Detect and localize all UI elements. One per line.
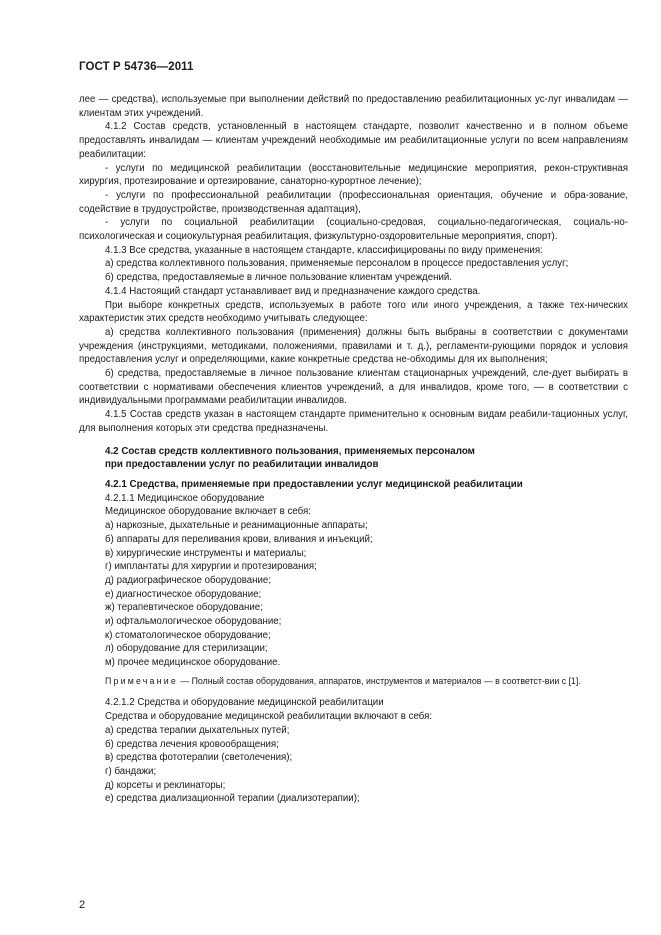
list-item: е) диагностическое оборудование; (105, 588, 262, 600)
heading-line: при предоставлении услуг по реабилитации инвалидов (105, 459, 379, 471)
subsection-heading-4-2-1-1: 4.2.1.1 Медицинское оборудование (105, 492, 265, 504)
paragraph: лее — средства), используемые при выполнении действий по предоставлению реабилитационных ус-луг инвалидам — клиентам этих учреждений. (79, 94, 628, 119)
rehab-means-list (79, 724, 628, 806)
paragraph: 4.1.5 Состав средств указан в настоящем стандарте применительно к основным видам реабили-тационных услуг, для выполнения которых эти средства предназначены. (79, 409, 628, 434)
list-item: г) бандажи; (105, 765, 157, 777)
section-heading-4-2-1: 4.2.1 Средства, применяемые при предоставлении услуг медицинской реабилитации (105, 478, 523, 490)
list-item: д) радиографическое оборудование; (105, 574, 272, 586)
paragraph: а) средства коллективного пользования (применения) должны быть выбраны в соответствии с документами учреждения (инструкциями, методиками, положениями, правилами и т. д.), регламенти-рующими порядок и условия предоставления услуг и определяющими, какие конкретные средства не-обходимы для их выполнения; (79, 326, 628, 366)
paragraph: При выборе конкретных средств, используемых в работе того или иного учреждения, а также тех-нических характеристик этих средств необходимо учитывать следующее: (79, 299, 628, 325)
list-item: б) аппараты для переливания крови, вливания и инъекций; (105, 533, 373, 545)
list-item: г) имплантаты для хирургии и протезирования; (105, 561, 317, 573)
list-item: в) хирургические инструменты и материалы; (105, 547, 307, 559)
list-item: б) средства лечения кровообращения; (105, 738, 279, 750)
list-item: м) прочее медицинское оборудование. (105, 657, 281, 669)
paragraph: 4.1.4 Настоящий стандарт устанавливает вид и предназначение каждого средства. (105, 285, 481, 297)
document-body (79, 93, 628, 806)
paragraph: б) средства, предоставляемые в личное пользование клиентам учреждений. (105, 272, 452, 284)
list-item: д) корсеты и реклинаторы; (105, 779, 226, 791)
paragraph: б) средства, предоставляемые в личное пользование клиентам стационарных учреждений, сле-дует выбирать в соответствии с нормативами обеспечения клиентов учреждений, а для инвалидов, кроме того, — в соответствии с индивидуальными программами реабилитации инвалидов. (79, 368, 628, 407)
list-item: е) средства диализационной терапии (диализотерапии); (105, 793, 360, 805)
note (79, 675, 628, 688)
section-heading-4-2 (105, 445, 628, 472)
list-item: к) стоматологическое оборудование; (105, 629, 271, 641)
document-header: ГОСТ Р 54736—2011 (79, 61, 194, 73)
paragraph: а) средства коллективного пользования, применяемые персоналом в процессе предоставления услуг; (105, 258, 569, 270)
list-item: а) наркозные, дыхательные и реанимационные аппараты; (105, 520, 368, 532)
subsection-heading-4-2-1-2: 4.2.1.2 Средства и оборудование медицинской реабилитации (105, 697, 384, 709)
equipment-list (79, 519, 628, 670)
paragraph: 4.1.2 Состав средств, установленный в настоящем стандарте, позволит качественно и в полном объеме предоставлять инвалидам — клиентам учреждений необходимые им реабилитационные услуги по всем направлениям реабилитации: (79, 121, 628, 160)
note-text: — Полный состав оборудования, аппаратов, инструментов и материалов — в соответст-вии с [1]. (177, 675, 581, 686)
list-intro: Медицинское оборудование включает в себя: (105, 506, 311, 518)
list-item: и) офтальмологическое оборудование; (105, 616, 282, 628)
page-number: 2 (79, 899, 86, 911)
heading-line: 4.2 Состав средств коллективного пользования, применяемых персоналом (105, 445, 475, 457)
paragraph: 4.1.3 Все средства, указанные в настоящем стандарте, классифицированы по виду применения: (105, 244, 543, 256)
paragraph: - услуги по профессиональной реабилитации (профессиональная ориентация, обучение и обра-зование, содействие в трудоустройстве, производственная адаптация), (79, 189, 628, 215)
paragraph: - услуги по социальной реабилитации (социально-средовая, социально-педагогическая, социаль-но-психологическая и социокультурная реабилитация, физкультурно-оздоровительные мероприятия, спорт). (79, 217, 628, 243)
list-item: л) оборудование для стерилизации; (105, 643, 268, 655)
list-item: ж) терапевтическое оборудование; (105, 602, 263, 614)
paragraph: - услуги по медицинской реабилитации (восстановительные медицинские мероприятия, рекон-структивная хирургия, протезирование и ортезирование, санаторно-курортное лечение); (79, 162, 628, 188)
list-intro: Средства и оборудование медицинской реабилитации включают в себя: (105, 711, 433, 723)
list-item: в) средства фототерапии (светолечения); (105, 752, 293, 764)
list-item: а) средства терапии дыхательных путей; (105, 724, 290, 736)
note-label: Примечание (105, 675, 178, 686)
intro-paragraphs (79, 93, 628, 436)
